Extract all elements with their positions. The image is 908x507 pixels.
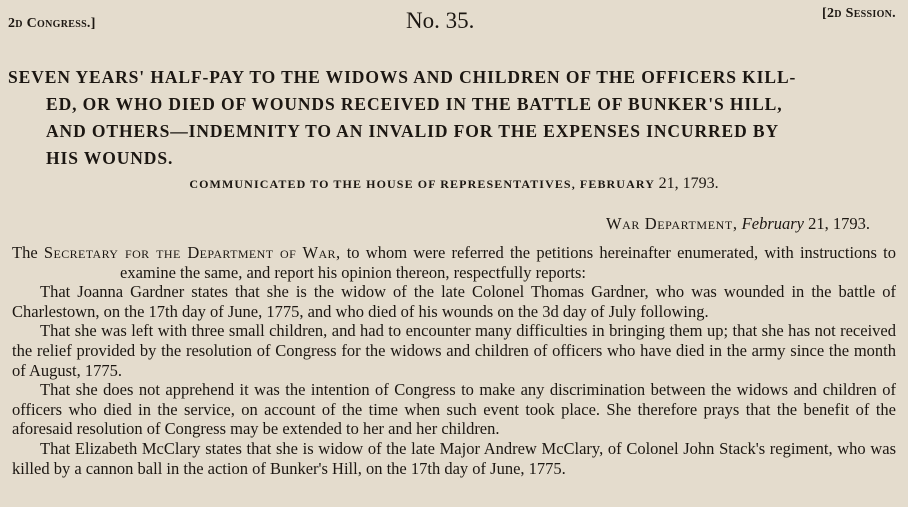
paragraph: That Joanna Gardner states that she is the widow of the late Colonel Thomas Gardner, who was wounded in the battle of Charlestown, on the 17th day of June, 1775, and who died of his wounds on the 3d day of July following. — [12, 282, 896, 321]
intro-text: to whom were referred the petitions hereinafter enumerated, with instructions to examine the same, and report his opinion thereon, respectfully reports: — [120, 243, 897, 282]
dateline — [606, 214, 870, 234]
congress-label: 2d Congress.] — [8, 16, 96, 31]
intro-prefix: The — [12, 243, 38, 262]
title-line: SEVEN YEARS' HALF-PAY TO THE WIDOWS AND CHILDREN OF THE OFFICERS KILL- — [8, 67, 797, 87]
dateline-day-year: 21, 1793. — [808, 214, 870, 233]
communicated-line — [0, 175, 908, 193]
communicated-date: 21, 1793. — [658, 175, 719, 192]
paragraph: That she does not apprehend it was the intention of Congress to make any discrimination between the widows and children of officers who died in the service, on account of the time when such event took place. She therefore prays that the benefit of the aforesaid resolution of Congress may be extended to her and her children. — [12, 380, 896, 439]
document-title — [8, 64, 892, 172]
paragraph: That she was left with three small children, and had to encounter many difficulties in bringing them up; that she has not received the relief provided by the resolution of Congress for the widows and children of officers who have died in the army since the month of August, 1775. — [12, 321, 896, 380]
title-line: ED, OR WHO DIED OF WOUNDS RECEIVED IN THE BATTLE OF BUNKER'S HILL, — [46, 94, 783, 114]
dateline-department: War Department, — [605, 214, 738, 233]
paragraph-intro — [12, 243, 896, 282]
communicated-text: COMMUNICATED TO THE HOUSE OF REPRESENTATIVES, FEBRUARY — [189, 177, 655, 191]
body-text — [12, 243, 896, 478]
intro-secretary-title: Secretary for the Department of War, — [43, 243, 341, 262]
dateline-month: February — [741, 214, 804, 233]
paragraph: That Elizabeth McClary states that she is widow of the late Major Andrew McClary, of Colonel John Stack's regiment, who was killed by a cannon ball in the action of Bunker's Hill, on the 17th day of June, 1775. — [12, 438, 896, 478]
title-line: HIS WOUNDS. — [46, 148, 174, 168]
document-number: No. 35. — [406, 8, 475, 33]
session-label: [2d Session. — [822, 6, 896, 21]
title-line: AND OTHERS—INDEMNITY TO AN INVALID FOR THE EXPENSES INCURRED BY — [46, 121, 780, 141]
